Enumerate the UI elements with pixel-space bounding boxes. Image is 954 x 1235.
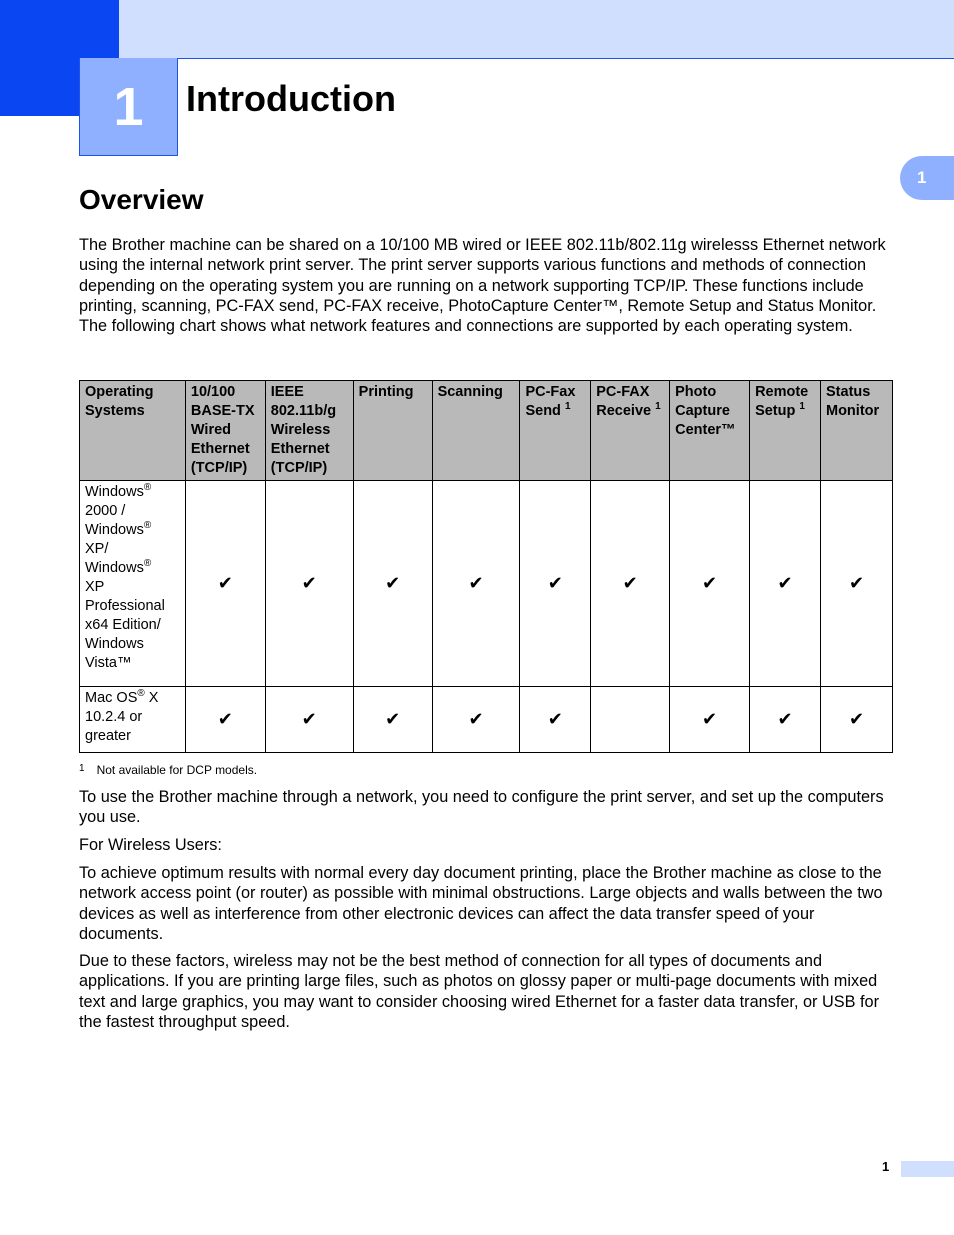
os-text: Windows — [85, 522, 144, 538]
footnote-ref: 1 — [655, 401, 661, 413]
footnote-ref: 1 — [799, 401, 805, 413]
wireless-users-label: For Wireless Users: — [79, 836, 222, 854]
header-pcfax-send-label: PC-Fax Send — [525, 384, 576, 419]
check-cell: ✔ — [432, 481, 520, 687]
page-number-bar — [901, 1161, 954, 1177]
os-text: 2000 / — [85, 503, 126, 519]
registered-mark: ® — [143, 558, 152, 570]
os-text: Mac OS — [85, 690, 138, 706]
header-photo-capture: Photo Capture Center™ — [670, 381, 750, 481]
footnote-text: Not available for DCP models. — [96, 763, 258, 777]
check-cell: ✔ — [185, 687, 265, 753]
header-wireless: IEEE 802.11b/g Wireless Ethernet (TCP/IP) — [265, 381, 353, 481]
header-remote-setup-label: Remote Setup — [755, 384, 809, 419]
check-cell: ✔ — [353, 481, 432, 687]
table-row-windows — [80, 481, 893, 687]
os-text: XP/ — [85, 541, 109, 557]
check-cell: ✔ — [520, 481, 591, 687]
check-cell — [591, 687, 670, 753]
header-remote-setup — [750, 381, 821, 481]
footnote-ref: 1 — [564, 401, 571, 413]
os-text: Windows — [85, 484, 144, 500]
intro-paragraph: The Brother machine can be shared on a 10/100 MB wired or IEEE 802.11b/802.11g wirelesss Ethernet network using the internal network print server. The print server supports various functions and methods of connection depending on the operating system you are running on a network supporting TCP/IP. These functions include printing, scanning, PC-FAX send, PC-FAX receive, PhotoCapture Center™, Remote Setup and Status Monitor. The following chart shows what network features and connections are supported by each operating system. — [79, 236, 886, 336]
registered-mark: ® — [143, 520, 152, 532]
check-cell: ✔ — [185, 481, 265, 687]
check-cell: ✔ — [750, 481, 821, 687]
header-os: Operating Systems — [80, 381, 186, 481]
header-status-monitor: Status Monitor — [821, 381, 893, 481]
header-pcfax-receive-label: PC-FAX Receive — [596, 384, 652, 419]
registered-mark: ® — [137, 688, 145, 700]
chapter-title: Introduction — [186, 78, 396, 119]
chapter-side-tab — [900, 156, 954, 200]
footnote-number: 1 — [79, 763, 85, 774]
section-title: Overview — [79, 184, 204, 215]
os-windows — [80, 481, 186, 687]
check-cell: ✔ — [353, 687, 432, 753]
table-row-mac — [80, 687, 893, 753]
registered-mark: ® — [143, 482, 152, 494]
table-header-row — [80, 381, 893, 481]
header-pcfax-send — [520, 381, 591, 481]
check-cell: ✔ — [821, 481, 893, 687]
chapter-number: 1 — [113, 76, 144, 137]
check-cell: ✔ — [432, 687, 520, 753]
check-cell: ✔ — [265, 687, 353, 753]
header-band — [0, 0, 954, 59]
header-pcfax-receive — [591, 381, 670, 481]
check-cell: ✔ — [265, 481, 353, 687]
factors-paragraph: Due to these factors, wireless may not be the best method of connection for all types of documents and applications. If you are printing large files, such as photos on glossy paper or multi-page documents with mixed text and large graphics, you may want to consider choosing wired Ethernet for a faster data transfer, or USB for the fastest throughput speed. — [79, 952, 879, 1031]
check-cell: ✔ — [591, 481, 670, 687]
configure-paragraph: To use the Brother machine through a network, you need to configure the print server, and set up the computers you use. — [79, 788, 884, 827]
os-text: XP Professional x64 Edition/ Windows Vista™ — [85, 579, 165, 671]
check-cell: ✔ — [670, 687, 750, 753]
check-cell: ✔ — [670, 481, 750, 687]
os-mac — [80, 687, 186, 753]
header-printing: Printing — [353, 381, 432, 481]
header-wired: 10/100 BASE-TX Wired Ethernet (TCP/IP) — [185, 381, 265, 481]
side-tab-number: 1 — [917, 168, 927, 187]
os-text: Windows — [85, 560, 144, 576]
feature-table — [79, 380, 893, 753]
check-cell: ✔ — [520, 687, 591, 753]
placement-paragraph: To achieve optimum results with normal every day document printing, place the Brother machine as close to the network access point (or router) as possible with minimal obstructions. Large objects and walls between the two devices as well as interference from other electronic devices can affect the data transfer speed of your documents. — [79, 864, 883, 943]
check-cell: ✔ — [750, 687, 821, 753]
chapter-number-box — [79, 58, 178, 156]
page-number: 1 — [882, 1159, 890, 1174]
os-text: X 10.2.4 or greater — [85, 690, 159, 744]
table-footnote — [79, 763, 257, 777]
check-cell: ✔ — [821, 687, 893, 753]
header-scanning: Scanning — [432, 381, 520, 481]
